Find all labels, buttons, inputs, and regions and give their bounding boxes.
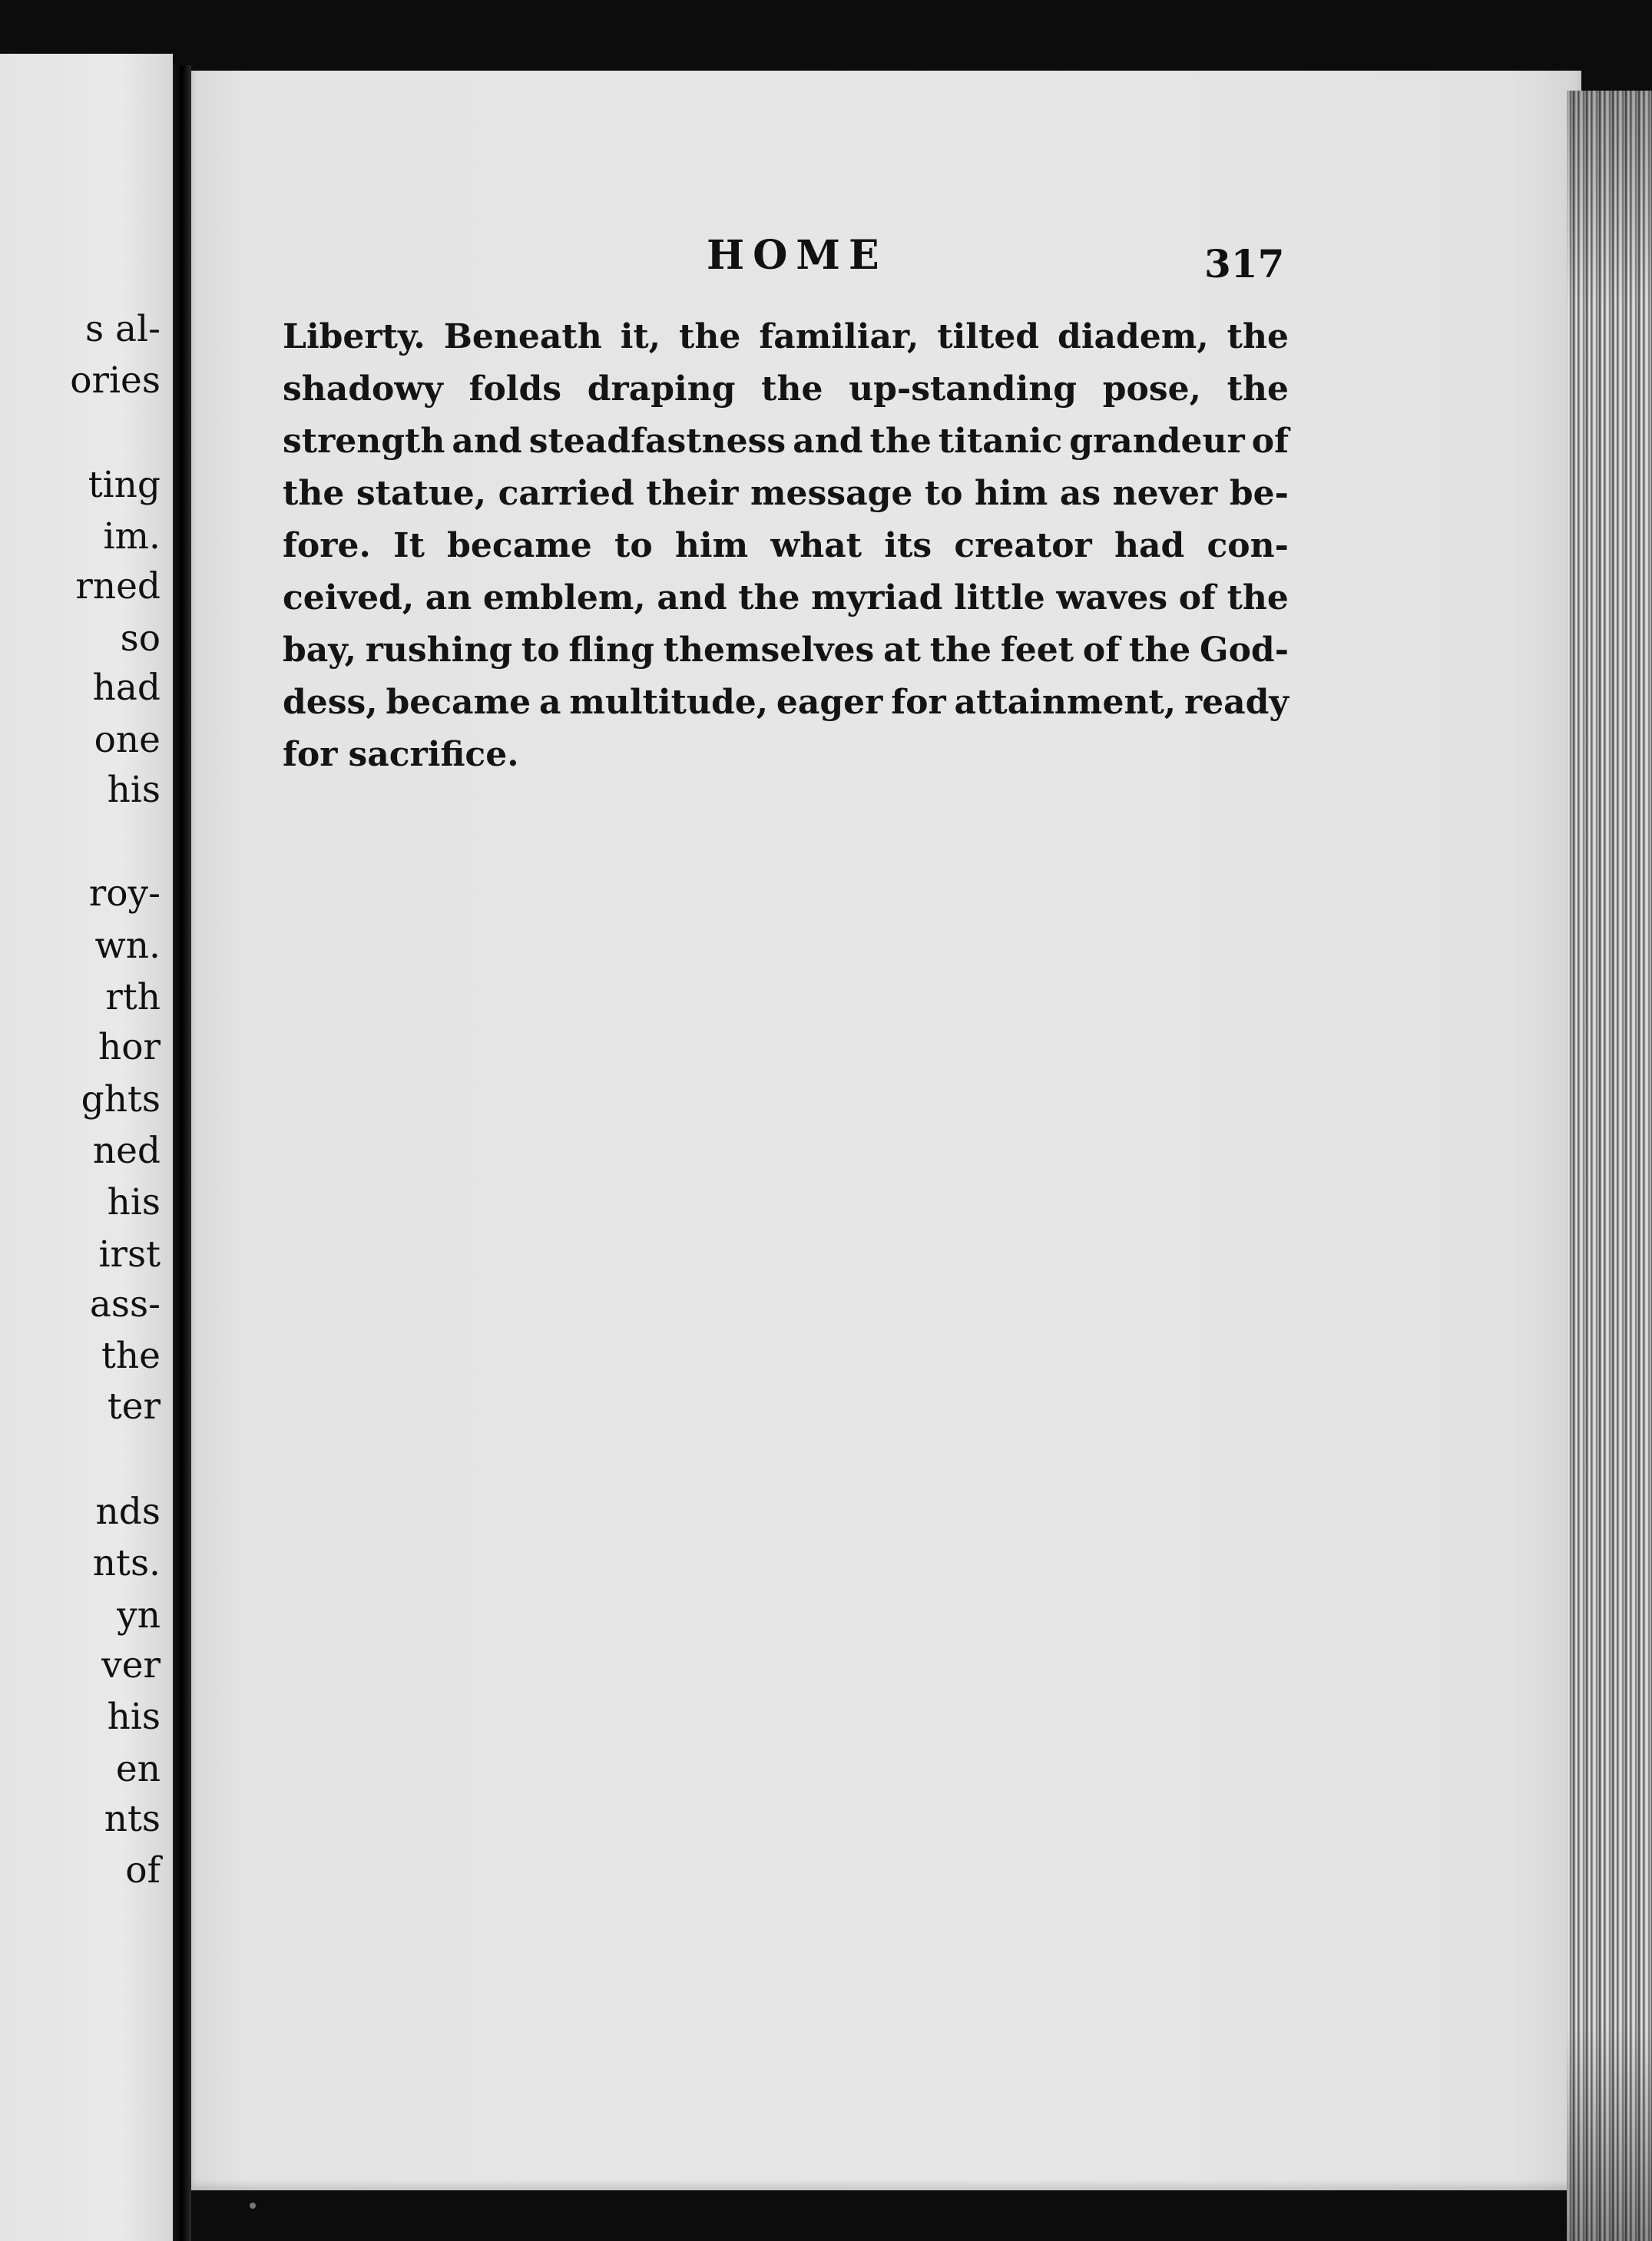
left-page-line: his (107, 1181, 161, 1223)
body-line: ceived, an emblem, and the myriad little waves of the (283, 578, 1289, 617)
body-line: bay, rushing to fling themselves at the feet of the God- (283, 631, 1289, 670)
left-page-line: ting (88, 464, 161, 506)
left-page-line: of (125, 1849, 161, 1892)
left-page-line: nts (104, 1798, 161, 1840)
left-page-line: nts. (92, 1542, 161, 1584)
body-line: for sacrifice. (283, 735, 519, 774)
paper-speck (250, 2203, 256, 2209)
body-line: dess, became a multitude, eager for attainment, ready (283, 683, 1289, 722)
book-gutter (173, 65, 191, 2241)
body-line: Liberty. Beneath it, the familiar, tilted diadem, the (283, 317, 1289, 356)
left-page-line: ories (70, 359, 161, 402)
left-page-line: yn (117, 1594, 161, 1637)
left-page-line: nds (95, 1491, 161, 1533)
page-number: 317 (1204, 241, 1285, 286)
left-page-line: ass- (89, 1283, 161, 1326)
left-page-line: ter (107, 1385, 161, 1428)
left-page-line: ver (101, 1644, 161, 1687)
left-page-line: his (107, 1696, 161, 1738)
left-page-line: irst (98, 1233, 161, 1276)
page-edges (1567, 91, 1652, 2241)
left-page-line: en (115, 1748, 161, 1790)
body-line: fore. It became to him what its creator had con- (283, 526, 1289, 565)
left-page-line: one (94, 719, 161, 761)
left-page-line: rned (75, 565, 161, 607)
left-page-fragment (0, 54, 173, 2241)
left-page-line: the (101, 1335, 161, 1377)
body-paragraph (283, 311, 1289, 781)
left-page-line: rth (105, 976, 161, 1018)
left-page-line: roy- (88, 872, 161, 915)
left-page-line: s al- (85, 308, 161, 350)
left-page-line: so (120, 617, 161, 660)
left-page-line: im. (103, 515, 161, 558)
left-page-line: hor (98, 1026, 161, 1068)
left-page-line: ned (92, 1130, 161, 1172)
body-line: shadowy folds draping the up-standing pose, the (283, 369, 1289, 409)
left-page-line: had (92, 667, 161, 709)
left-page-line: ghts (81, 1078, 161, 1120)
left-page-line: his (107, 769, 161, 811)
running-head: HOME (707, 232, 888, 279)
body-line: the statue, carried their message to him as never be- (283, 474, 1289, 513)
body-line: strength and steadfastness and the titanic grandeur of (283, 422, 1289, 461)
left-page-line: wn. (94, 925, 161, 967)
